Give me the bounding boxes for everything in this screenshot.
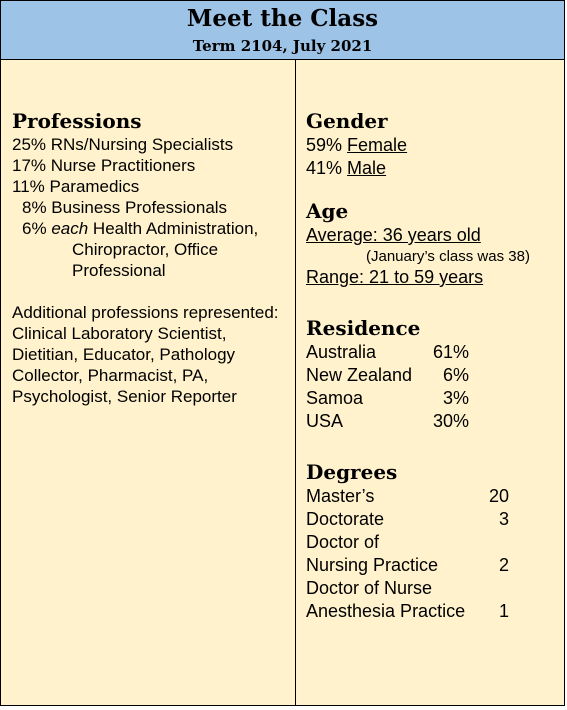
degree-count: 3 (498, 509, 509, 529)
degree-row (306, 531, 561, 554)
age-range: Range: 21 to 59 years (306, 267, 484, 287)
residence-country: Samoa (306, 388, 364, 408)
profession-line: 8% Business Professionals (22, 198, 228, 217)
degree-row (306, 485, 561, 508)
profession-each: each (51, 219, 89, 238)
profession-line: 25% RNs/Nursing Specialists (12, 135, 234, 154)
residence-country: USA (306, 411, 344, 431)
age-heading: Age (306, 199, 349, 223)
degree-name: Anesthesia Practice (306, 601, 466, 621)
degree-name: Master’s (306, 486, 375, 506)
residence-pct: 30% (432, 411, 469, 431)
male-label: Male (347, 158, 387, 178)
degree-row (306, 577, 561, 600)
profession-pct: 6% (22, 219, 47, 238)
degree-name: Doctor of Nurse (306, 578, 433, 598)
professions-column (12, 108, 292, 407)
content-area (1, 60, 564, 705)
male-pct: 41% (306, 158, 343, 178)
profession-line: Professional (72, 261, 166, 280)
profession-line: 11% Paramedics (12, 177, 140, 196)
residence-row (306, 387, 561, 410)
female-label: Female (347, 135, 408, 155)
column-divider (295, 60, 296, 705)
age-average: Average: 36 years old (306, 225, 481, 245)
degree-row (306, 554, 561, 577)
degree-name: Doctor of (306, 532, 380, 552)
gender-heading: Gender (306, 109, 388, 133)
profession-text: Health Administration, (92, 219, 259, 238)
professions-heading: Professions (12, 109, 142, 133)
degrees-table (306, 485, 561, 623)
degree-row (306, 600, 561, 623)
degree-count: 1 (498, 601, 509, 621)
residence-row (306, 410, 561, 433)
degrees-heading: Degrees (306, 460, 398, 484)
residence-pct: 3% (442, 388, 469, 408)
degree-count: 2 (498, 555, 509, 575)
page-title: Meet the Class (186, 5, 379, 32)
profession-line: Chiropractor, Office (72, 240, 219, 259)
age-note: (January’s class was 38) (366, 248, 530, 265)
residence-row (306, 341, 561, 364)
degree-name: Nursing Practice (306, 555, 439, 575)
residence-country: New Zealand (306, 365, 413, 385)
residence-pct: 6% (442, 365, 469, 385)
header-banner (1, 1, 564, 60)
residence-heading: Residence (306, 316, 421, 340)
additional-professions: Additional professions represented: Clinical Laboratory Scientist, Dietitian, Educator, Pathology Collector, Pharmacist, PA, Psychologist, Senior Reporter (12, 303, 279, 406)
gender-female (306, 134, 561, 157)
residence-pct: 61% (432, 342, 469, 362)
degree-name: Doctorate (306, 509, 385, 529)
female-pct: 59% (306, 135, 343, 155)
profession-line: 17% Nurse Practitioners (12, 156, 196, 175)
degree-count: 20 (488, 486, 509, 506)
degree-row (306, 508, 561, 531)
residence-table (306, 341, 561, 433)
residence-row (306, 364, 561, 387)
profession-line (12, 218, 292, 239)
page-subtitle: Term 2104, July 2021 (192, 37, 373, 55)
stats-column (306, 108, 561, 623)
residence-country: Australia (306, 342, 377, 362)
gender-male (306, 157, 561, 180)
